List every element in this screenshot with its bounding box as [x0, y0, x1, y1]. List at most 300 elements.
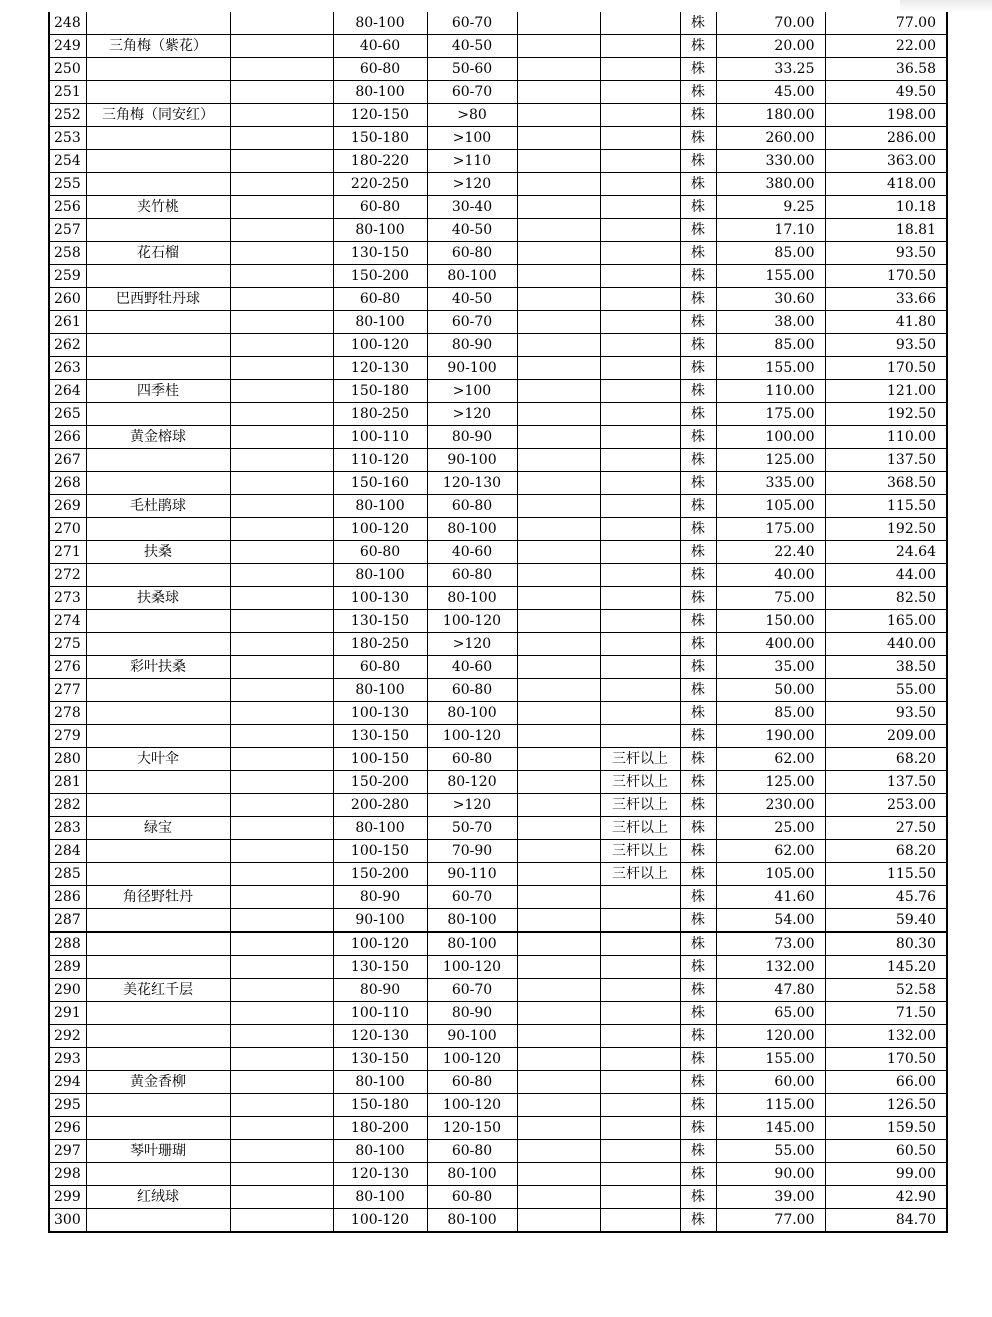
crown-width-spec: 70-90	[427, 840, 517, 863]
row-number: 258	[49, 242, 86, 265]
note-cell	[600, 656, 680, 679]
price-cell: 155.00	[716, 1048, 825, 1071]
page-top-shadow	[900, 0, 992, 12]
row-number: 254	[49, 150, 86, 173]
plant-name	[86, 1117, 230, 1140]
plant-name: 彩叶扶桑	[86, 656, 230, 679]
unit-cell: 株	[680, 403, 716, 426]
crown-width-spec: 60-70	[427, 886, 517, 909]
price-with-tax-cell: 82.50	[825, 587, 947, 610]
row-number: 271	[49, 541, 86, 564]
blank-cell	[230, 587, 333, 610]
row-number: 292	[49, 1025, 86, 1048]
table-body	[49, 12, 947, 1232]
plant-name	[86, 725, 230, 748]
price-cell: 400.00	[716, 633, 825, 656]
crown-width-spec: 80-90	[427, 334, 517, 357]
blank-cell	[230, 265, 333, 288]
unit-cell: 株	[680, 564, 716, 587]
crown-width-spec: 40-60	[427, 541, 517, 564]
price-table	[48, 12, 948, 1233]
height-spec: 150-200	[333, 265, 427, 288]
blank-cell	[517, 1071, 600, 1094]
plant-name	[86, 863, 230, 886]
plant-name: 三角梅（同安红）	[86, 104, 230, 127]
note-cell	[600, 403, 680, 426]
row-number: 259	[49, 265, 86, 288]
table-row	[49, 242, 947, 265]
blank-cell	[230, 380, 333, 403]
unit-cell: 株	[680, 518, 716, 541]
plant-name: 花石榴	[86, 242, 230, 265]
row-number: 294	[49, 1071, 86, 1094]
crown-width-spec: 100-120	[427, 1094, 517, 1117]
row-number: 264	[49, 380, 86, 403]
row-number: 252	[49, 104, 86, 127]
price-cell: 40.00	[716, 564, 825, 587]
row-number: 286	[49, 886, 86, 909]
table-row	[49, 748, 947, 771]
table-row	[49, 35, 947, 58]
crown-width-spec: 80-100	[427, 587, 517, 610]
table-row	[49, 794, 947, 817]
height-spec: 180-200	[333, 1117, 427, 1140]
blank-cell	[517, 587, 600, 610]
note-cell	[600, 495, 680, 518]
note-cell	[600, 472, 680, 495]
price-cell: 100.00	[716, 426, 825, 449]
note-cell	[600, 1163, 680, 1186]
unit-cell: 株	[680, 1186, 716, 1209]
height-spec: 150-180	[333, 127, 427, 150]
price-with-tax-cell: 22.00	[825, 35, 947, 58]
blank-cell	[230, 817, 333, 840]
price-cell: 110.00	[716, 380, 825, 403]
price-cell: 180.00	[716, 104, 825, 127]
price-cell: 17.10	[716, 219, 825, 242]
blank-cell	[517, 403, 600, 426]
unit-cell: 株	[680, 219, 716, 242]
plant-name	[86, 173, 230, 196]
height-spec: 150-200	[333, 771, 427, 794]
height-spec: 130-150	[333, 610, 427, 633]
plant-name	[86, 58, 230, 81]
note-cell	[600, 1140, 680, 1163]
row-number: 280	[49, 748, 86, 771]
height-spec: 150-200	[333, 863, 427, 886]
note-cell	[600, 173, 680, 196]
blank-cell	[517, 1140, 600, 1163]
unit-cell: 株	[680, 909, 716, 933]
blank-cell	[230, 1094, 333, 1117]
unit-cell: 株	[680, 173, 716, 196]
price-cell: 85.00	[716, 334, 825, 357]
note-cell: 三杆以上	[600, 863, 680, 886]
unit-cell: 株	[680, 472, 716, 495]
blank-cell	[517, 1048, 600, 1071]
crown-width-spec: 80-100	[427, 1209, 517, 1233]
price-with-tax-cell: 93.50	[825, 334, 947, 357]
price-cell: 105.00	[716, 863, 825, 886]
unit-cell: 株	[680, 1025, 716, 1048]
height-spec: 110-120	[333, 449, 427, 472]
table-row	[49, 956, 947, 979]
crown-width-spec: >120	[427, 403, 517, 426]
crown-width-spec: 100-120	[427, 610, 517, 633]
row-number: 268	[49, 472, 86, 495]
blank-cell	[517, 1025, 600, 1048]
table-row	[49, 311, 947, 334]
unit-cell: 株	[680, 1094, 716, 1117]
price-with-tax-cell: 93.50	[825, 702, 947, 725]
height-spec: 40-60	[333, 35, 427, 58]
height-spec: 130-150	[333, 956, 427, 979]
price-cell: 25.00	[716, 817, 825, 840]
note-cell	[600, 932, 680, 956]
row-number: 265	[49, 403, 86, 426]
note-cell	[600, 288, 680, 311]
crown-width-spec: 60-80	[427, 1071, 517, 1094]
price-cell: 90.00	[716, 1163, 825, 1186]
blank-cell	[230, 725, 333, 748]
blank-cell	[517, 909, 600, 933]
plant-name	[86, 840, 230, 863]
price-cell: 230.00	[716, 794, 825, 817]
table-row	[49, 127, 947, 150]
blank-cell	[517, 863, 600, 886]
table-row	[49, 702, 947, 725]
table-row	[49, 334, 947, 357]
unit-cell: 株	[680, 127, 716, 150]
price-cell: 55.00	[716, 1140, 825, 1163]
unit-cell: 株	[680, 265, 716, 288]
unit-cell: 株	[680, 656, 716, 679]
blank-cell	[230, 150, 333, 173]
price-with-tax-cell: 192.50	[825, 403, 947, 426]
height-spec: 180-250	[333, 403, 427, 426]
row-number: 284	[49, 840, 86, 863]
blank-cell	[230, 863, 333, 886]
note-cell	[600, 449, 680, 472]
height-spec: 80-100	[333, 1140, 427, 1163]
height-spec: 60-80	[333, 541, 427, 564]
blank-cell	[230, 357, 333, 380]
price-cell: 54.00	[716, 909, 825, 933]
unit-cell: 株	[680, 35, 716, 58]
plant-name	[86, 311, 230, 334]
blank-cell	[517, 81, 600, 104]
plant-name	[86, 265, 230, 288]
blank-cell	[230, 748, 333, 771]
blank-cell	[230, 242, 333, 265]
plant-name	[86, 219, 230, 242]
row-number: 267	[49, 449, 86, 472]
height-spec: 60-80	[333, 288, 427, 311]
blank-cell	[230, 1048, 333, 1071]
height-spec: 100-130	[333, 702, 427, 725]
price-cell: 9.25	[716, 196, 825, 219]
table-row	[49, 541, 947, 564]
price-with-tax-cell: 440.00	[825, 633, 947, 656]
plant-name	[86, 932, 230, 956]
crown-width-spec: 80-90	[427, 1002, 517, 1025]
blank-cell	[517, 127, 600, 150]
blank-cell	[517, 656, 600, 679]
table-row	[49, 449, 947, 472]
table-row	[49, 679, 947, 702]
table-row	[49, 150, 947, 173]
price-cell: 30.60	[716, 288, 825, 311]
crown-width-spec: >120	[427, 794, 517, 817]
note-cell	[600, 610, 680, 633]
blank-cell	[230, 1002, 333, 1025]
height-spec: 80-90	[333, 979, 427, 1002]
blank-cell	[517, 12, 600, 35]
unit-cell: 株	[680, 1140, 716, 1163]
row-number: 276	[49, 656, 86, 679]
row-number: 249	[49, 35, 86, 58]
crown-width-spec: 50-60	[427, 58, 517, 81]
crown-width-spec: 30-40	[427, 196, 517, 219]
plant-name	[86, 702, 230, 725]
blank-cell	[230, 1163, 333, 1186]
price-with-tax-cell: 71.50	[825, 1002, 947, 1025]
table-row	[49, 1002, 947, 1025]
blank-cell	[517, 104, 600, 127]
plant-name	[86, 610, 230, 633]
plant-name	[86, 633, 230, 656]
blank-cell	[517, 1163, 600, 1186]
table-row	[49, 196, 947, 219]
row-number: 272	[49, 564, 86, 587]
crown-width-spec: >100	[427, 127, 517, 150]
crown-width-spec: >80	[427, 104, 517, 127]
row-number: 300	[49, 1209, 86, 1233]
height-spec: 100-120	[333, 1209, 427, 1233]
blank-cell	[517, 771, 600, 794]
note-cell: 三杆以上	[600, 771, 680, 794]
height-spec: 80-100	[333, 564, 427, 587]
blank-cell	[230, 909, 333, 933]
table-row	[49, 518, 947, 541]
height-spec: 100-120	[333, 932, 427, 956]
note-cell	[600, 518, 680, 541]
table-row	[49, 1186, 947, 1209]
crown-width-spec: 60-80	[427, 1186, 517, 1209]
unit-cell: 株	[680, 311, 716, 334]
plant-name	[86, 518, 230, 541]
blank-cell	[517, 380, 600, 403]
note-cell	[600, 357, 680, 380]
unit-cell: 株	[680, 1048, 716, 1071]
crown-width-spec: 90-100	[427, 1025, 517, 1048]
blank-cell	[230, 633, 333, 656]
table-row	[49, 265, 947, 288]
blank-cell	[517, 956, 600, 979]
row-number: 250	[49, 58, 86, 81]
blank-cell	[517, 150, 600, 173]
table-row	[49, 771, 947, 794]
price-with-tax-cell: 110.00	[825, 426, 947, 449]
price-cell: 335.00	[716, 472, 825, 495]
blank-cell	[517, 58, 600, 81]
height-spec: 100-120	[333, 518, 427, 541]
price-with-tax-cell: 99.00	[825, 1163, 947, 1186]
unit-cell: 株	[680, 288, 716, 311]
price-with-tax-cell: 80.30	[825, 932, 947, 956]
height-spec: 60-80	[333, 196, 427, 219]
plant-name: 琴叶珊瑚	[86, 1140, 230, 1163]
blank-cell	[230, 656, 333, 679]
note-cell: 三杆以上	[600, 817, 680, 840]
price-with-tax-cell: 60.50	[825, 1140, 947, 1163]
blank-cell	[517, 357, 600, 380]
price-cell: 39.00	[716, 1186, 825, 1209]
note-cell	[600, 1094, 680, 1117]
blank-cell	[517, 702, 600, 725]
crown-width-spec: 90-100	[427, 357, 517, 380]
price-with-tax-cell: 68.20	[825, 748, 947, 771]
unit-cell: 株	[680, 1002, 716, 1025]
row-number: 261	[49, 311, 86, 334]
note-cell: 三杆以上	[600, 748, 680, 771]
price-cell: 190.00	[716, 725, 825, 748]
row-number: 281	[49, 771, 86, 794]
height-spec: 80-100	[333, 12, 427, 35]
price-cell: 70.00	[716, 12, 825, 35]
plant-name	[86, 12, 230, 35]
plant-name	[86, 150, 230, 173]
note-cell	[600, 35, 680, 58]
table-row	[49, 886, 947, 909]
blank-cell	[230, 1186, 333, 1209]
height-spec: 130-150	[333, 725, 427, 748]
plant-name	[86, 449, 230, 472]
plant-name	[86, 472, 230, 495]
height-spec: 100-130	[333, 587, 427, 610]
price-with-tax-cell: 368.50	[825, 472, 947, 495]
height-spec: 80-100	[333, 1186, 427, 1209]
table-row	[49, 219, 947, 242]
note-cell	[600, 679, 680, 702]
price-with-tax-cell: 66.00	[825, 1071, 947, 1094]
blank-cell	[230, 1071, 333, 1094]
price-with-tax-cell: 27.50	[825, 817, 947, 840]
blank-cell	[517, 1094, 600, 1117]
price-cell: 33.25	[716, 58, 825, 81]
height-spec: 120-130	[333, 357, 427, 380]
row-number: 262	[49, 334, 86, 357]
blank-cell	[230, 1140, 333, 1163]
table-row	[49, 1048, 947, 1071]
price-with-tax-cell: 55.00	[825, 679, 947, 702]
price-cell: 105.00	[716, 495, 825, 518]
note-cell	[600, 702, 680, 725]
plant-name	[86, 81, 230, 104]
row-number: 288	[49, 932, 86, 956]
plant-name	[86, 1048, 230, 1071]
blank-cell	[517, 725, 600, 748]
unit-cell: 株	[680, 725, 716, 748]
price-with-tax-cell: 42.90	[825, 1186, 947, 1209]
crown-width-spec: 60-80	[427, 495, 517, 518]
price-with-tax-cell: 363.00	[825, 150, 947, 173]
blank-cell	[230, 979, 333, 1002]
table-row	[49, 633, 947, 656]
blank-cell	[517, 265, 600, 288]
plant-name: 巴西野牡丹球	[86, 288, 230, 311]
plant-name	[86, 127, 230, 150]
row-number: 263	[49, 357, 86, 380]
row-number: 279	[49, 725, 86, 748]
row-number: 269	[49, 495, 86, 518]
price-with-tax-cell: 209.00	[825, 725, 947, 748]
blank-cell	[517, 449, 600, 472]
note-cell	[600, 909, 680, 933]
price-with-tax-cell: 137.50	[825, 449, 947, 472]
table-row	[49, 840, 947, 863]
price-with-tax-cell: 49.50	[825, 81, 947, 104]
note-cell	[600, 956, 680, 979]
note-cell: 三杆以上	[600, 794, 680, 817]
table-row	[49, 426, 947, 449]
blank-cell	[230, 679, 333, 702]
price-cell: 260.00	[716, 127, 825, 150]
table-row	[49, 12, 947, 35]
note-cell	[600, 196, 680, 219]
blank-cell	[230, 518, 333, 541]
height-spec: 150-160	[333, 472, 427, 495]
price-cell: 155.00	[716, 265, 825, 288]
blank-cell	[517, 219, 600, 242]
table-row	[49, 58, 947, 81]
blank-cell	[230, 403, 333, 426]
price-with-tax-cell: 84.70	[825, 1209, 947, 1233]
plant-name	[86, 357, 230, 380]
crown-width-spec: >100	[427, 380, 517, 403]
note-cell	[600, 1025, 680, 1048]
price-cell: 35.00	[716, 656, 825, 679]
price-cell: 47.80	[716, 979, 825, 1002]
table-row	[49, 357, 947, 380]
blank-cell	[517, 633, 600, 656]
blank-cell	[230, 173, 333, 196]
price-with-tax-cell: 192.50	[825, 518, 947, 541]
unit-cell: 株	[680, 357, 716, 380]
table-row	[49, 380, 947, 403]
price-cell: 115.00	[716, 1094, 825, 1117]
plant-name: 黄金香柳	[86, 1071, 230, 1094]
price-with-tax-cell: 170.50	[825, 1048, 947, 1071]
blank-cell	[517, 794, 600, 817]
table-row	[49, 817, 947, 840]
blank-cell	[517, 610, 600, 633]
crown-width-spec: 60-80	[427, 242, 517, 265]
blank-cell	[517, 1117, 600, 1140]
crown-width-spec: 80-90	[427, 426, 517, 449]
plant-name: 毛杜鹃球	[86, 495, 230, 518]
row-number: 296	[49, 1117, 86, 1140]
blank-cell	[230, 426, 333, 449]
unit-cell: 株	[680, 1117, 716, 1140]
row-number: 297	[49, 1140, 86, 1163]
row-number: 287	[49, 909, 86, 933]
price-cell: 132.00	[716, 956, 825, 979]
blank-cell	[230, 840, 333, 863]
height-spec: 80-100	[333, 311, 427, 334]
price-cell: 50.00	[716, 679, 825, 702]
blank-cell	[517, 1186, 600, 1209]
